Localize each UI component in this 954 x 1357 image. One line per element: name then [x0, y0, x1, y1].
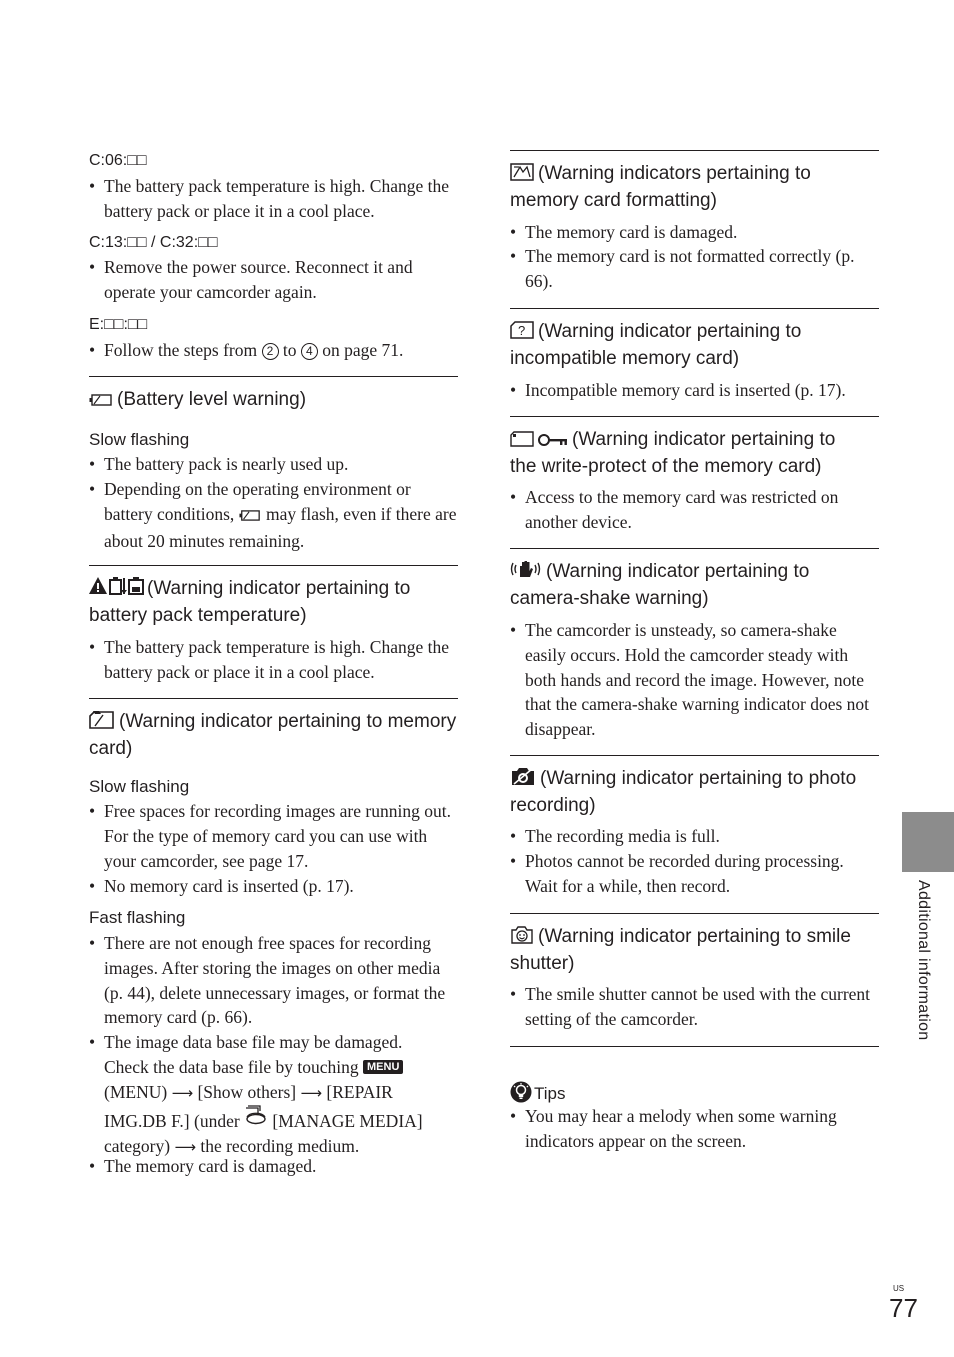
- card-format-warning-icon: [510, 163, 534, 188]
- tips-heading: Tips: [510, 1081, 566, 1108]
- list-item: • Remove the power source. Reconnect it and operate your camcorder again.: [89, 255, 458, 305]
- section-divider: [510, 913, 879, 914]
- error-code-c13: C:13:□□ / C:32:□□: [89, 234, 218, 251]
- step-number-badge: 2: [262, 343, 279, 360]
- list-item: • Access to the memory card was restricted on another device.: [510, 485, 879, 535]
- battery-empty-icon: [89, 389, 113, 414]
- section-divider: [510, 416, 879, 417]
- list-item: • Photos cannot be recorded during processing. Wait for a while, then record.: [510, 849, 879, 899]
- memory-card-warning-icon: [89, 711, 115, 736]
- error-code-e: E:□□:□□: [89, 316, 148, 333]
- list-item: • Depending on the operating environment or battery conditions, may flash, even if there are about 20 minutes remaining.: [89, 477, 458, 553]
- arrow-right-icon: ⟶: [174, 1138, 196, 1157]
- photo-recording-icon: [510, 766, 536, 793]
- incompatible-card-icon: [510, 321, 534, 346]
- key-icon: [538, 429, 568, 454]
- step-number-badge: 4: [301, 343, 318, 360]
- memory-card-icon: [510, 429, 534, 454]
- side-tab-marker: [902, 812, 954, 872]
- list-item: • The battery pack temperature is high. Change the battery pack or place it in a cool place.: [89, 635, 458, 685]
- section-divider: [510, 1046, 879, 1047]
- list-item: • Free spaces for recording images are running out. For the type of memory card you can use with your camcorder, see page 17.: [89, 799, 458, 873]
- section-heading-incompatible: ? (Warning indicator pertaining to incompatible memory card): [510, 321, 802, 369]
- section-divider: [510, 548, 879, 549]
- list-item: • The recording media is full.: [510, 824, 879, 849]
- menu-button-icon: MENU: [363, 1060, 403, 1074]
- section-heading-temperature: (Warning indicator pertaining to battery pack temperature): [89, 578, 411, 626]
- section-heading-memory-card: (Warning indicator pertaining to memory card): [89, 711, 457, 759]
- section-heading-photo-recording: (Warning indicator pertaining to photo recording): [510, 768, 857, 816]
- list-item: • The camcorder is unsteady, so camera-shake easily occurs. Hold the camcorder steady with both hands and record the image. However, note that the camera-shake warning indicator does not disappear.: [510, 618, 879, 742]
- list-item: • You may hear a melody when some warning indicators appear on the screen.: [510, 1104, 879, 1154]
- section-divider: [89, 376, 458, 377]
- camera-shake-hand-icon: [510, 559, 542, 586]
- manage-media-icon: [244, 1105, 268, 1132]
- list-item: • Incompatible memory card is inserted (p. 17).: [510, 378, 879, 403]
- section-divider: [510, 308, 879, 309]
- page-number: 77: [889, 1293, 918, 1323]
- smile-shutter-icon: [510, 926, 534, 951]
- list-item: • The memory card is not formatted correctly (p. 66).: [510, 244, 879, 294]
- section-heading-battery: (Battery level warning): [89, 387, 458, 414]
- battery-temperature-icon: [89, 576, 145, 603]
- arrow-right-icon: ⟶: [300, 1083, 323, 1102]
- list-item: • The image data base file may be damaged. Check the data base file by touching MENU (MENU) ⟶ [Show others] ⟶ [REPAIR IMG.DB F.] (under [MANAGE MEDIA] category) ⟶ the recording medium.: [89, 1030, 458, 1160]
- battery-empty-icon: [239, 504, 261, 529]
- section-divider: [89, 698, 458, 699]
- subheading: Slow flashing: [89, 430, 190, 449]
- section-heading-write-protect: (Warning indicator pertaining to the write-protect of the memory card): [510, 429, 836, 477]
- list-item: • No memory card is inserted (p. 17).: [89, 874, 458, 899]
- list-item: • The smile shutter cannot be used with the current setting of the camcorder.: [510, 982, 879, 1032]
- subheading: Slow flashing: [89, 777, 190, 796]
- side-tab-label: Additional information: [915, 880, 932, 1041]
- list-item: • Follow the steps from 2 to 4 on page 71.: [89, 338, 458, 363]
- section-heading-camera-shake: (Warning indicator pertaining to camera-shake warning): [510, 561, 810, 609]
- list-item: • There are not enough free spaces for recording images. After storing the images on other media (p. 44), delete unnecessary images, or format the memory card (p. 66).: [89, 931, 458, 1030]
- section-divider: [89, 565, 458, 566]
- section-heading-smile-shutter: (Warning indicator pertaining to smile shutter): [510, 926, 851, 974]
- page-region: US: [893, 1284, 905, 1293]
- list-item: • The memory card is damaged.: [510, 220, 879, 245]
- error-code-c06: C:06:□□: [89, 152, 147, 169]
- section-divider: [510, 755, 879, 756]
- subheading: Fast flashing: [89, 908, 186, 927]
- arrow-right-icon: ⟶: [171, 1083, 194, 1102]
- list-item: • The battery pack is nearly used up.: [89, 452, 458, 477]
- list-item: • The battery pack temperature is high. Change the battery pack or place it in a cool place.: [89, 174, 458, 224]
- section-divider: [510, 150, 879, 151]
- list-item: • The memory card is damaged.: [89, 1154, 458, 1179]
- section-heading-formatting: (Warning indicators pertaining to memory card formatting): [510, 163, 811, 211]
- svg-text:?: ?: [518, 323, 526, 338]
